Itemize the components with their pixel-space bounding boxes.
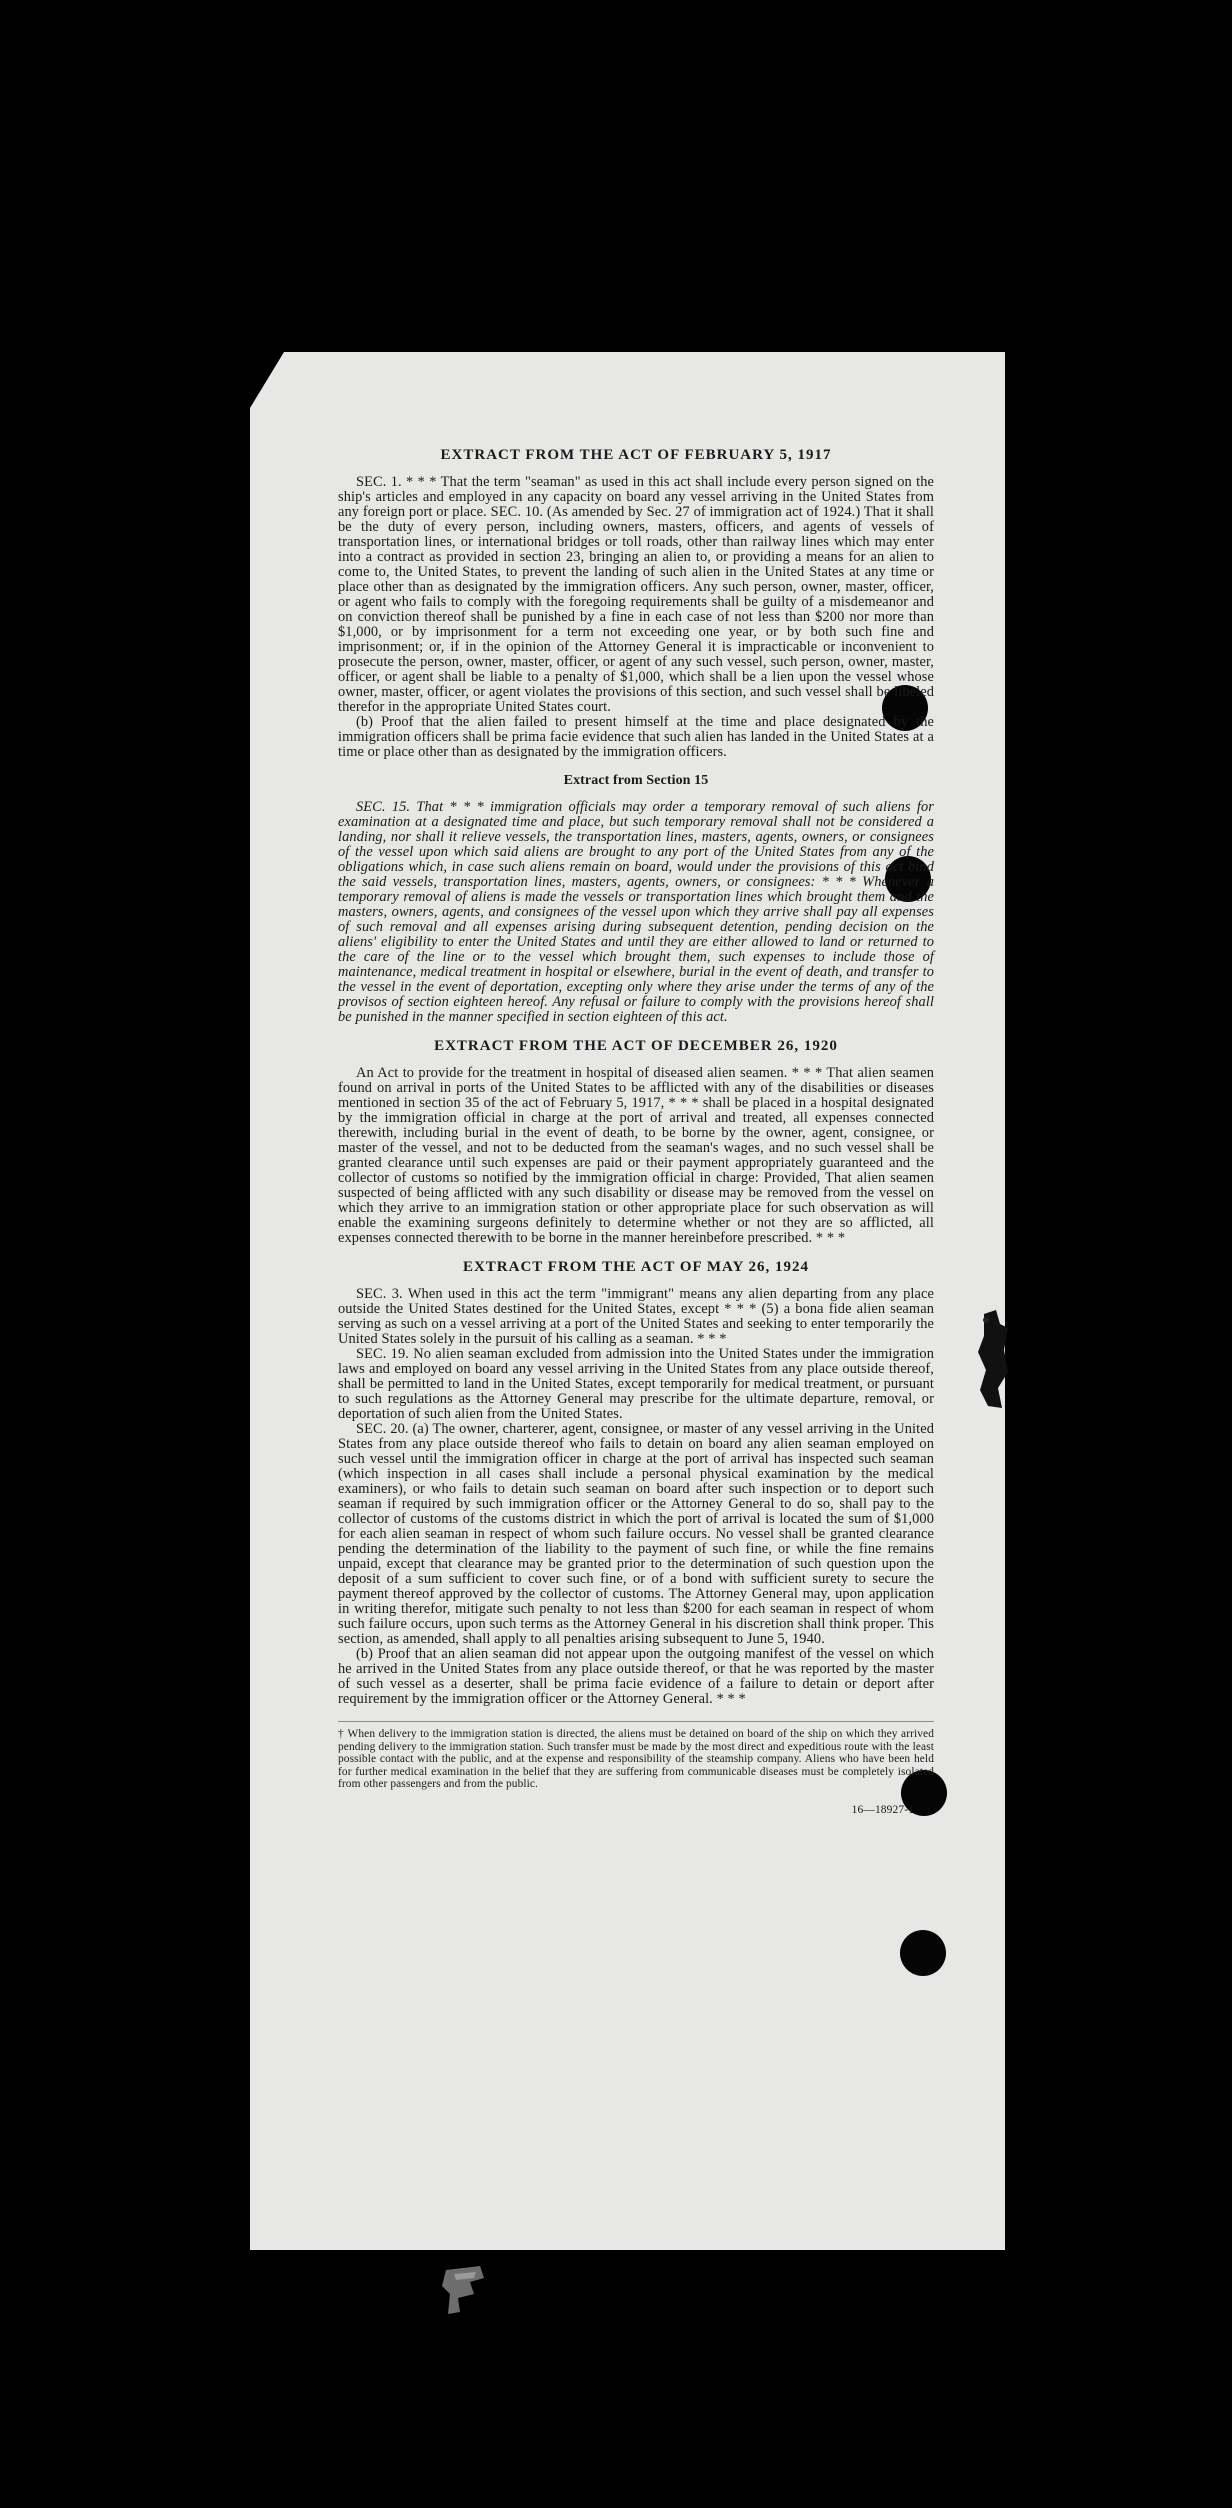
heading-act-1920: EXTRACT FROM THE ACT OF DECEMBER 26, 1920	[434, 1038, 838, 1054]
punch-hole	[900, 1930, 946, 1976]
form-number: 16—18927-1	[851, 1803, 914, 1816]
footnote: † When delivery to the immigration station is directed, the aliens must be detained on board of the ship on which they arrived pending delivery to the immigration station. Such transfer must be made by the most direct and expeditious route with the least possible contact with the public, and at the expense and responsibility of the steamship company. Aliens who have been held for further medical examination in the belief that they are suffering from communicable diseases must be completely isolated from other passengers and from the public.	[338, 1721, 934, 1791]
sec-3-paragraph: SEC. 3. When used in this act the term "immigrant" means any alien departing from any place outside the United States destined for the United States, except * * * (5) a bona fide alien seaman serving as such on a vessel arriving at a port of the United States and seeking to enter temporarily the United States solely in the pursuit of his calling as a seaman. * * *	[338, 1286, 934, 1347]
act-1920-paragraph: An Act to provide for the treatment in hospital of diseased alien seamen. * * * That alien seamen found on arrival in ports of the United States to be afflicted with any of the disabilities or diseases mentioned in section 35 of the act of February 5, 1917, * * * shall be placed in a hospital designated by the immigration official in charge at the port of arrival and treated, all expenses connected therewith, including burial in the event of death, to be borne by the owner, agent, consignee, or master of the vessel, and not to be deducted from the seaman's wages, and no such vessel shall be granted clearance until such expenses are paid or their payment appropriately guaranteed and the collector of customs so notified by the immigration official in charge: Provided, That alien seamen suspected of being afflicted with any such disability or disease may be removed from the vessel on which they arrive to an immigration station or other appropriate place for such observation as will enable the examining surgeons definitely to determine whether or not they are so afflicted, all expenses connected therewith to be borne in the manner hereinbefore prescribed. * * *	[338, 1065, 934, 1246]
edge-damage-mark	[978, 1310, 1008, 1410]
document-text	[338, 448, 934, 1818]
sec-19-paragraph: SEC. 19. No alien seaman excluded from admission into the United States under the immigration laws and employed on board any vessel arriving in the United States from any place outside thereof, shall be permitted to land in the United States, except temporarily for medical treatment, or pursuant to such regulations as the Attorney General may prescribe for the ultimate departure, removal, or deportation of such alien from the United States.	[338, 1346, 934, 1422]
heading-act-1924: EXTRACT FROM THE ACT OF MAY 26, 1924	[462, 1259, 810, 1275]
section-10-paragraph: SEC. 1. * * * That the term "seaman" as used in this act shall include every person signed on the ship's articles and employed in any capacity on board any vessel arriving in the United States from any foreign port or place. SEC. 10. (As amended by Sec. 27 of immigration act of 1924.) That it shall be the duty of every person, including owners, masters, officers, and agents of vessels of transportation lines, or international bridges or toll roads, other than railway lines which may enter into a contract as provided in section 23, bringing an alien to, or providing a means for an alien to come to, the United States, to prevent the landing of such alien in the United States at any time or place other than as designated by the immigration officers. Any such person, owner, master, officer, or agent who fails to comply with the foregoing requirements shall be guilty of a misdemeanor and on conviction thereof shall be punished by a fine in each case of not less than $200 nor more than $1,000, or by imprisonment for a term not exceeding one year, or by both such fine and imprisonment; or, if in the opinion of the Attorney General it is impracticable or inconvenient to prosecute the person, owner, master, officer, or agent of any such vessel, such person, owner, master, officer, or agent shall be liable to a penalty of $1,000, which shall be a lien upon the vessel whose owner, master, officer, or agent violates the provisions of this section, and such vessel shall be libeled therefor in the appropriate United States court.	[338, 474, 934, 715]
sec-20-paragraph: SEC. 20. (a) The owner, charterer, agent, consignee, or master of any vessel arriving in the United States from any place outside thereof who fails to detain on board any alien seaman employed on such vessel until the immigration officer in charge at the port of arrival has inspected such seaman (which inspection in all cases shall include a personal physical examination by the medical examiners), or who fails to detain such seaman on board after such inspection or to deport such seaman if required by such immigration officer or the Attorney General to do so, shall pay to the collector of customs of the customs district in which the port of arrival is located the sum of $1,000 for each alien seaman in respect of whom such failure occurs. No vessel shall be granted clearance pending the determination of the liability to the payment of such fine, or while the fine remains unpaid, except that clearance may be granted prior to the determination of such question upon the deposit of a sum sufficient to cover such fine, or of a bond with sufficient surety to secure the payment thereof approved by the collector of customs. The Attorney General may, upon application in writing therefor, mitigate such penalty to not less than $200 for each seaman in respect of whom such failure occurs, upon such terms as the Attorney General in his discretion shall think proper. This section, as amended, shall apply to all penalties arising subsequent to June 5, 1940.	[338, 1421, 934, 1647]
ink-smudge-mark	[440, 2264, 488, 2316]
heading-act-1917: EXTRACT FROM THE ACT OF FEBRUARY 5, 1917	[440, 447, 832, 463]
sec-20b-paragraph: (b) Proof that an alien seaman did not appear upon the outgoing manifest of the vessel on which he arrived in the United States from any place outside thereof, or that he was reported by the master of such vessel as a deserter, shall be prima facie evidence of a failure to detain or deport after requirement by the immigration officer or the Attorney General. * * *	[338, 1646, 934, 1707]
subheading-section-15: Extract from Section 15	[563, 773, 709, 788]
section-15-paragraph: SEC. 15. That * * * immigration officials may order a temporary removal of such aliens for examination at a designated time and place, but such temporary removal shall not be considered a landing, nor shall it relieve vessels, the transportation lines, masters, agents, owners, or consignees of the vessel upon which said aliens are brought to any port of the United States from any of the obligations which, in case such aliens remain on board, would under the provisions of this act bind the said vessels, transportation lines, masters, agents, owners, or consignees: * * * Whenever a temporary removal of aliens is made the vessels or transportation lines which brought them and the masters, owners, agents, and consignees of the vessel upon which they arrive shall pay all expenses of such removal and all expenses arising during subsequent detention, pending decision on the aliens' eligibility to enter the United States and until they are either allowed to land or returned to the care of the line or to the vessel which brought them, such expenses to include those of maintenance, medical treatment in hospital or elsewhere, burial in the event of death, and transfer to the vessel in the event of deportation, excepting only where they arise under the terms of any of the provisos of section eighteen hereof. Any refusal or failure to comply with the provisions hereof shall be punished in the manner specified in section eighteen of this act.	[338, 799, 934, 1025]
section-10b-paragraph: (b) Proof that the alien failed to present himself at the time and place designated by the immigration officers shall be prima facie evidence that such alien has landed in the United States at a time or place other than as designated by the immigration officers.	[338, 714, 934, 760]
